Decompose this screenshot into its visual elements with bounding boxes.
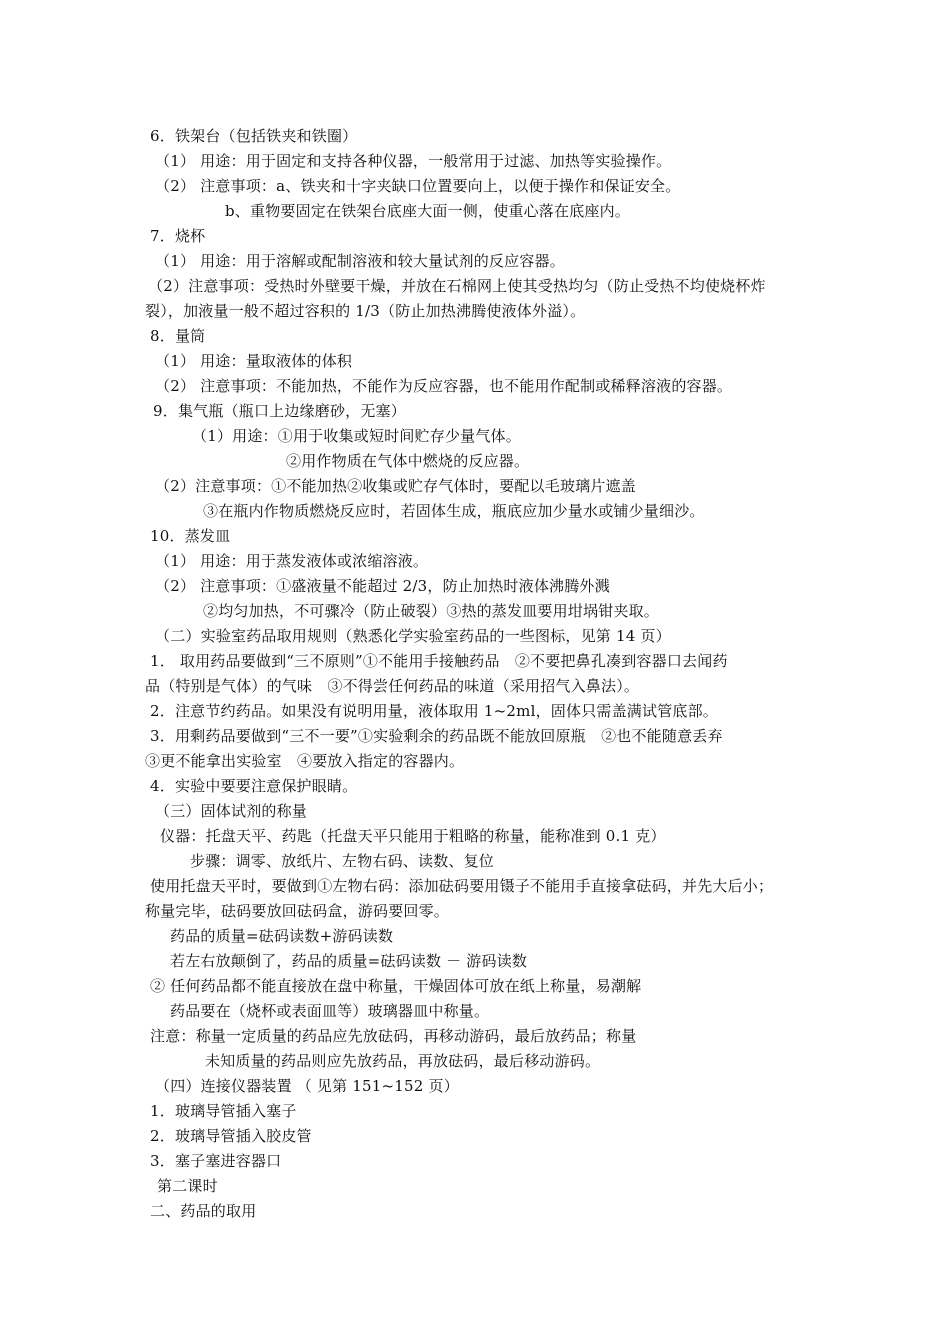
text-line: （1） 用途：用于蒸发液体或浓缩溶液。 [155, 552, 429, 570]
text-line: ② 任何药品都不能直接放在盘中称量，干燥固体可放在纸上称量，易潮解 [150, 977, 642, 995]
text-line: 药品的质量=砝码读数+游码读数 [170, 927, 394, 945]
section-heading: （三）固体试剂的称量 [155, 802, 308, 820]
text-line: （2）注意事项：受热时外壁要干燥，并放在石棉网上使其受热均匀（防止受热不均使烧杯炸 [148, 277, 766, 295]
text-line: 裂），加液量一般不超过容积的 1/3（防止加热沸腾使液体外溢）。 [145, 302, 586, 320]
text-line: （1） 用途：量取液体的体积 [155, 352, 353, 370]
text-line: ②用作物质在气体中燃烧的反应器。 [286, 452, 530, 470]
text-line: 步骤：调零、放纸片、左物右码、读数、复位 [190, 852, 495, 870]
text-line: ②均匀加热，不可骤冷（防止破裂）③热的蒸发皿要用坩埚钳夹取。 [203, 602, 660, 620]
text-line: （2） 注意事项：①盛液量不能超过 2/3，防止加热时液体沸腾外溅 [155, 577, 610, 595]
heading-beaker: 7．烧杯 [150, 227, 206, 245]
text-line: 2．玻璃导管插入胶皮管 [150, 1127, 312, 1145]
text-line: ③在瓶内作物质燃烧反应时，若固体生成，瓶底应加少量水或铺少量细沙。 [203, 502, 705, 520]
section-heading: （四）连接仪器装置 （ 见第 151~152 页） [155, 1077, 459, 1095]
heading-evaporating-dish: 10．蒸发皿 [150, 527, 231, 545]
text-line: 注意：称量一定质量的药品应先放砝码，再移动游码，最后放药品；称量 [150, 1027, 637, 1045]
text-line: （1） 用途：用于溶解或配制溶液和较大量试剂的反应容器。 [155, 252, 565, 270]
text-line: 4．实验中要要注意保护眼睛。 [150, 777, 358, 795]
heading-iron-stand: 6．铁架台（包括铁夹和铁圈） [150, 127, 358, 145]
lesson-heading: 第二课时 [157, 1177, 218, 1195]
text-line: 3．塞子塞进容器口 [150, 1152, 282, 1170]
heading-graduated-cylinder: 8．量筒 [150, 327, 206, 345]
heading-gas-bottle: 9．集气瓶（瓶口上边缘磨砂，无塞） [153, 402, 406, 420]
text-line: 使用托盘天平时，要做到①左物右码：添加砝码要用镊子不能用手直接拿砝码，并先大后小； [150, 877, 774, 895]
text-line: （2） 注意事项：不能加热，不能作为反应容器，也不能用作配制或稀释溶液的容器。 [155, 377, 733, 395]
text-line: 未知质量的药品则应先放药品，再放砝码，最后移动游码。 [205, 1052, 601, 1070]
text-line: 若左右放颠倒了，药品的质量=砝码读数 － 游码读数 [170, 952, 528, 970]
text-line: 仪器：托盘天平、药匙（托盘天平只能用于粗略的称量，能称准到 0.1 克） [160, 827, 666, 845]
text-line: 3．用剩药品要做到“三不一要”①实验剩余的药品既不能放回原瓶 ②也不能随意丢弃 [150, 727, 723, 745]
text-line: 1．玻璃导管插入塞子 [150, 1102, 297, 1120]
text-line: 药品要在（烧杯或表面皿等）玻璃器皿中称量。 [170, 1002, 490, 1020]
text-line: 称量完毕，砝码要放回砝码盒，游码要回零。 [145, 902, 450, 920]
text-line: 品（特别是气体）的气味 ③不得尝任何药品的味道（采用招气入鼻法）。 [145, 677, 640, 695]
text-line: 2．注意节约药品。如果没有说明用量，液体取用 1~2ml，固体只需盖满试管底部。 [150, 702, 718, 720]
section-heading: 二、药品的取用 [150, 1202, 257, 1220]
text-line: ③更不能拿出实验室 ④要放入指定的容器内。 [145, 752, 465, 770]
text-line: b、重物要固定在铁架台底座大面一侧，使重心落在底座内。 [225, 202, 631, 220]
text-line: 1． 取用药品要做到“三不原则”①不能用手接触药品 ②不要把鼻孔凑到容器口去闻药 [150, 652, 728, 670]
text-line: （2）注意事项：①不能加热②收集或贮存气体时，要配以毛玻璃片遮盖 [155, 477, 636, 495]
section-heading: （二）实验室药品取用规则（熟悉化学实验室药品的一些图标，见第 14 页） [155, 627, 671, 645]
text-line: （1） 用途：用于固定和支持各种仪器，一般常用于过滤、加热等实验操作。 [155, 152, 672, 170]
text-line: （1）用途：①用于收集或短时间贮存少量气体。 [192, 427, 521, 445]
text-line: （2） 注意事项：a、铁夹和十字夹缺口位置要向上，以便于操作和保证安全。 [155, 177, 681, 195]
